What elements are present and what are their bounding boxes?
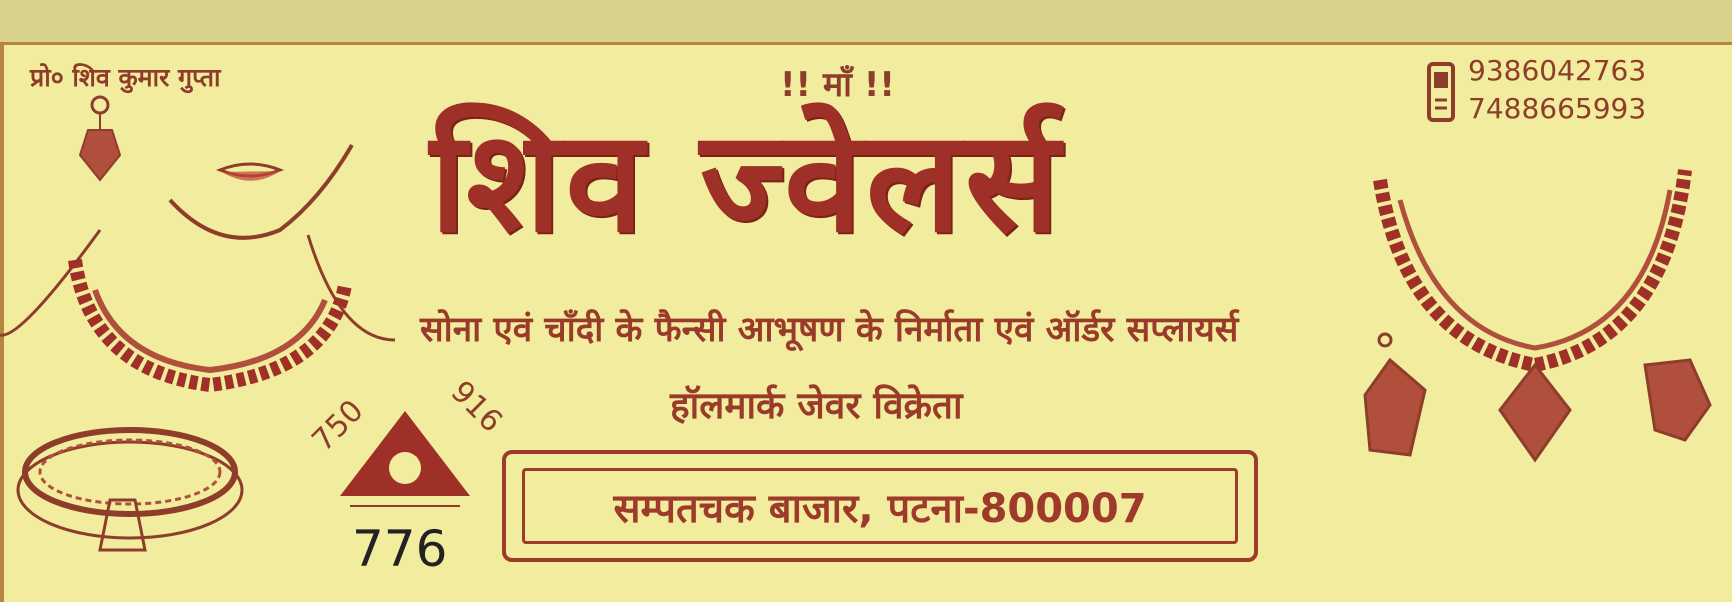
phone-number-1[interactable]: 9386042763 — [1468, 54, 1647, 87]
earring-icon — [1365, 334, 1425, 455]
necklace-set-illustration — [1365, 160, 1732, 480]
proprietor-name: प्रो० शिव कुमार गुप्ता — [30, 63, 221, 92]
address-box — [502, 450, 1258, 562]
bis-hallmark-logo — [305, 374, 509, 516]
hallmark-left-number: 750 — [305, 393, 371, 459]
mobile-phone-icon — [1425, 60, 1459, 124]
hallmark-seller-text: हॉलमार्क जेवर विक्रेता — [670, 384, 963, 427]
hallmark-code: 776 — [352, 520, 448, 578]
bangle-icon — [0, 410, 260, 575]
address-text: सम्पतचक बाजार, पटना-800007 — [522, 468, 1238, 544]
shop-tagline: सोना एवं चाँदी के फैन्सी आभूषण के निर्माता एवं ऑर्डर सप्लायर्स — [420, 310, 1239, 350]
hallmark-right-number: 916 — [443, 374, 509, 440]
necklace-icon — [1380, 170, 1685, 460]
phone-numbers — [1468, 52, 1646, 128]
earring-icon — [80, 97, 120, 180]
shop-name: शिव ज्वेलर्स — [430, 101, 1064, 264]
blessing-text: !! माँ !! — [780, 65, 895, 105]
earring-icon — [1645, 360, 1710, 440]
phone-number-2[interactable]: 7488665993 — [1468, 92, 1647, 125]
model-with-jewellery-illustration — [0, 70, 400, 400]
necklace-icon — [75, 260, 345, 385]
